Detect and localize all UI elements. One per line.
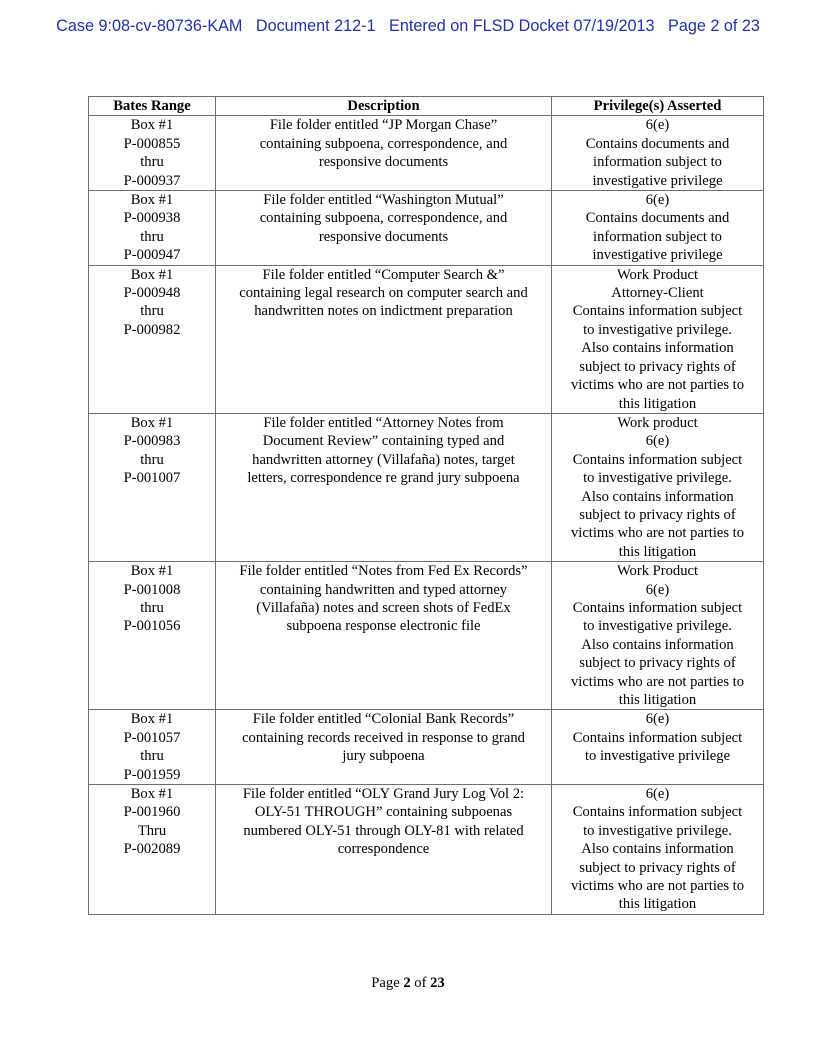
- bates-range-line: P-000937: [123, 172, 181, 189]
- bates-range-line: P-000983: [123, 433, 181, 450]
- privilege-line: investigative privilege: [592, 172, 723, 189]
- privilege-cell: [552, 710, 764, 785]
- footer-page-total: 23: [430, 975, 445, 991]
- privilege-line: Contains information subject: [572, 303, 743, 320]
- privilege-line: 6(e): [645, 581, 670, 598]
- description-line: handwritten notes on indictment preparation: [254, 303, 513, 320]
- bates-range-line: Box #1: [130, 117, 174, 134]
- privilege-line: to investigative privilege.: [583, 822, 732, 839]
- description-line: File folder entitled “Computer Search &”: [262, 266, 505, 283]
- bates-range-cell: [89, 562, 216, 710]
- column-header-description: Description: [216, 97, 552, 116]
- bates-range-line: Box #1: [130, 266, 174, 283]
- privilege-line: 6(e): [645, 786, 670, 803]
- description-cell: [216, 413, 552, 561]
- bates-range-line: thru: [140, 599, 164, 616]
- privilege-cell: [552, 785, 764, 915]
- privilege-line: subject to privacy rights of: [579, 506, 736, 523]
- privilege-line: Attorney-Client: [611, 285, 704, 302]
- description-line: jury subpoena: [342, 748, 425, 765]
- table-header-row: [89, 97, 764, 116]
- privilege-line: Also contains information: [581, 841, 734, 858]
- privilege-line: 6(e): [645, 117, 670, 134]
- privilege-line: Contains information subject: [572, 729, 743, 746]
- bates-range-line: Box #1: [130, 563, 174, 580]
- privilege-cell: [552, 413, 764, 561]
- table-row: [89, 191, 764, 266]
- bates-range-line: thru: [140, 228, 164, 245]
- privilege-line: to investigative privilege.: [583, 618, 732, 635]
- column-header-privileges: Privilege(s) Asserted: [552, 97, 764, 116]
- description-cell: [216, 785, 552, 915]
- privilege-cell: [552, 562, 764, 710]
- bates-range-line: P-001056: [123, 618, 181, 635]
- bates-range-line: P-000982: [123, 321, 181, 338]
- bates-range-line: Box #1: [130, 414, 174, 431]
- description-line: letters, correspondence re grand jury subpoena: [247, 470, 520, 487]
- privilege-line: Also contains information: [581, 340, 734, 357]
- privilege-cell: [552, 191, 764, 266]
- bates-range-cell: [89, 785, 216, 915]
- privilege-line: victims who are not parties to: [570, 525, 745, 542]
- bates-range-line: P-001960: [123, 804, 181, 821]
- privilege-line: subject to privacy rights of: [579, 655, 736, 672]
- privilege-line: Contains information subject: [572, 804, 743, 821]
- privilege-line: Also contains information: [581, 636, 734, 653]
- bates-range-line: thru: [140, 451, 164, 468]
- description-line: handwritten attorney (Villafaña) notes, target: [252, 451, 515, 468]
- bates-range-line: Box #1: [130, 711, 174, 728]
- privilege-line: this litigation: [618, 692, 697, 708]
- description-line: Document Review” containing typed and: [262, 433, 505, 450]
- bates-range-cell: [89, 710, 216, 785]
- description-line: responsive documents: [318, 228, 449, 245]
- footer-prefix: Page: [371, 975, 404, 991]
- description-line: File folder entitled “Attorney Notes from: [263, 414, 504, 431]
- privilege-line: Contains information subject: [572, 451, 743, 468]
- privilege-line: information subject to: [593, 228, 722, 245]
- bates-range-line: P-001008: [123, 581, 181, 598]
- privilege-line: 6(e): [645, 711, 670, 728]
- privilege-log-table: [88, 96, 764, 915]
- bates-range-line: Thru: [137, 822, 167, 839]
- description-line: numbered OLY-51 through OLY-81 with related: [243, 822, 524, 839]
- description-line: OLY-51 THROUGH” containing subpoenas: [254, 804, 513, 821]
- privilege-line: Work Product: [616, 266, 699, 283]
- bates-range-line: P-001007: [123, 470, 181, 487]
- privilege-line: Work Product: [616, 563, 699, 580]
- bates-range-cell: [89, 265, 216, 413]
- privilege-line: this litigation: [618, 395, 697, 412]
- privilege-line: information subject to: [593, 154, 722, 171]
- description-line: containing subpoena, correspondence, and: [259, 210, 508, 227]
- bates-range-cell: [89, 116, 216, 191]
- description-line: File folder entitled “OLY Grand Jury Log Vol 2:: [242, 786, 525, 803]
- bates-range-cell: [89, 191, 216, 266]
- privilege-line: Contains information subject: [572, 599, 743, 616]
- description-cell: [216, 116, 552, 191]
- page-footer: [0, 975, 816, 992]
- bates-range-line: P-002089: [123, 841, 181, 858]
- description-line: File folder entitled “Colonial Bank Records”: [252, 711, 515, 728]
- description-line: File folder entitled “JP Morgan Chase”: [269, 117, 498, 134]
- description-line: containing subpoena, correspondence, and: [259, 135, 508, 152]
- footer-middle: of: [410, 975, 431, 991]
- footer-page-number: 2: [403, 975, 411, 991]
- column-header-bates-range: Bates Range: [89, 97, 216, 116]
- privilege-line: to investigative privilege.: [583, 470, 732, 487]
- table-row: [89, 413, 764, 561]
- privilege-line: 6(e): [645, 192, 670, 209]
- privilege-line: subject to privacy rights of: [579, 859, 736, 876]
- bates-range-line: thru: [140, 154, 164, 171]
- privilege-line: victims who are not parties to: [570, 878, 745, 895]
- bates-range-line: thru: [140, 303, 164, 320]
- case-header: Case 9:08-cv-80736-KAM Document 212-1 Entered on FLSD Docket 07/19/2013 Page 2 of 23: [56, 17, 760, 35]
- privilege-line: Contains documents and: [585, 210, 730, 227]
- bates-range-line: P-000855: [123, 135, 181, 152]
- privilege-line: to investigative privilege.: [583, 321, 732, 338]
- privilege-line: Also contains information: [581, 488, 734, 505]
- description-line: correspondence: [337, 841, 430, 858]
- table-row: [89, 785, 764, 915]
- privilege-line: investigative privilege: [592, 247, 723, 264]
- bates-range-cell: [89, 413, 216, 561]
- description-line: containing handwritten and typed attorney: [259, 581, 508, 598]
- description-cell: [216, 265, 552, 413]
- privilege-line: victims who are not parties to: [570, 377, 745, 394]
- description-line: containing records received in response to grand: [242, 729, 525, 746]
- bates-range-line: P-001959: [123, 766, 181, 783]
- description-line: (Villafaña) notes and screen shots of FedEx: [256, 599, 511, 616]
- bates-range-line: P-000938: [123, 210, 181, 227]
- privilege-line: Contains documents and: [585, 135, 730, 152]
- description-line: responsive documents: [318, 154, 449, 171]
- description-line: subpoena response electronic file: [286, 618, 481, 635]
- privilege-line: to investigative privilege: [584, 748, 731, 765]
- bates-range-line: thru: [140, 748, 164, 765]
- privilege-cell: [552, 116, 764, 191]
- table-row: [89, 710, 764, 785]
- privilege-line: 6(e): [645, 433, 670, 450]
- table-row: [89, 562, 764, 710]
- bates-range-line: P-000947: [123, 247, 181, 264]
- privilege-line: victims who are not parties to: [570, 673, 745, 690]
- table-row: [89, 265, 764, 413]
- description-cell: [216, 710, 552, 785]
- bates-range-line: Box #1: [130, 192, 174, 209]
- bates-range-line: Box #1: [130, 786, 174, 803]
- bates-range-line: P-000948: [123, 285, 181, 302]
- bates-range-line: P-001057: [123, 729, 181, 746]
- privilege-line: this litigation: [618, 543, 697, 560]
- description-cell: [216, 191, 552, 266]
- description-line: containing legal research on computer search and: [239, 285, 528, 302]
- privilege-cell: [552, 265, 764, 413]
- privilege-line: this litigation: [618, 896, 697, 913]
- privilege-line: Work product: [617, 414, 698, 431]
- table-row: [89, 116, 764, 191]
- description-line: File folder entitled “Notes from Fed Ex Records”: [239, 563, 528, 580]
- description-line: File folder entitled “Washington Mutual”: [263, 192, 504, 209]
- privilege-line: subject to privacy rights of: [579, 358, 736, 375]
- description-cell: [216, 562, 552, 710]
